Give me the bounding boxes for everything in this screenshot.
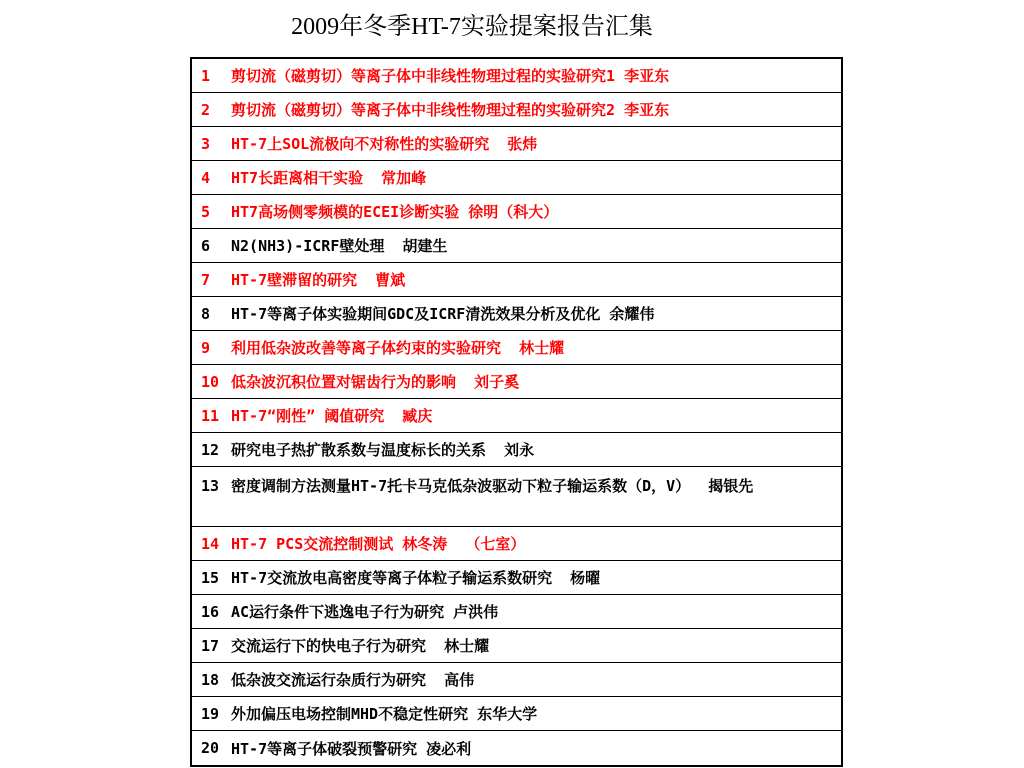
row-number: 19: [201, 704, 220, 723]
row-number: 3: [201, 134, 211, 153]
row-number: 15: [201, 568, 220, 587]
row-number: 18: [201, 670, 220, 689]
row-number: 14: [201, 534, 220, 553]
table-row: [192, 527, 841, 561]
row-text: HT-7 PCS交流控制测试 林冬涛 （七室）: [231, 535, 526, 553]
table-row: [192, 467, 841, 527]
row-number: 7: [201, 270, 211, 289]
row-number: 1: [201, 66, 211, 85]
row-number: 12: [201, 440, 220, 459]
row-number: 2: [201, 100, 211, 119]
row-text: HT-7上SOL流极向不对称性的实验研究 张炜: [231, 135, 538, 153]
table-row: [192, 59, 841, 93]
row-text: HT-7交流放电高密度等离子体粒子输运系数研究 杨曜: [231, 569, 601, 587]
row-number: 5: [201, 202, 211, 221]
row-text: 外加偏压电场控制MHD不稳定性研究 东华大学: [231, 705, 538, 723]
table-row: [192, 127, 841, 161]
row-text: N2(NH3)-ICRF壁处理 胡建生: [231, 237, 448, 255]
row-number: 8: [201, 304, 211, 323]
row-text: HT-7等离子体破裂预警研究 凌必利: [231, 739, 472, 758]
row-text: 剪切流（磁剪切）等离子体中非线性物理过程的实验研究2 李亚东: [231, 101, 670, 119]
row-text: 低杂波沉积位置对锯齿行为的影响 刘子奚: [231, 373, 520, 391]
row-number: 6: [201, 236, 211, 255]
row-text: HT7长距离相干实验 常加峰: [231, 169, 427, 187]
table-row: [192, 331, 841, 365]
row-text: 低杂波交流运行杂质行为研究 高伟: [231, 671, 475, 689]
row-text: 交流运行下的快电子行为研究 林士耀: [231, 637, 490, 655]
table-row: [192, 663, 841, 697]
table-row: [192, 731, 841, 765]
row-text: HT-7壁滞留的研究 曹斌: [231, 271, 406, 289]
page-title: 2009年冬季HT-7实验提案报告汇集: [291, 14, 653, 40]
row-text: 利用低杂波改善等离子体约束的实验研究 林士耀: [231, 339, 565, 357]
table-row: [192, 433, 841, 467]
table-row: [192, 263, 841, 297]
table-row: [192, 195, 841, 229]
row-text: HT-7“刚性” 阈值研究 臧庆: [231, 407, 433, 425]
row-text: 密度调制方法测量HT-7托卡马克低杂波驱动下粒子输运系数（D，V） 揭银先: [231, 477, 754, 495]
row-text: HT7高场侧零频模的ECEI诊断实验 徐明（科大）: [231, 203, 559, 221]
table-row: [192, 93, 841, 127]
row-number: 17: [201, 636, 220, 655]
row-number: 10: [201, 372, 220, 391]
row-number: 9: [201, 338, 211, 357]
table-row: [192, 399, 841, 433]
table-row: [192, 365, 841, 399]
table-row: [192, 297, 841, 331]
table-row: [192, 561, 841, 595]
row-number: 13: [201, 477, 220, 495]
proposal-table: [190, 57, 843, 767]
table-row: [192, 629, 841, 663]
row-text: HT-7等离子体实验期间GDC及ICRF清洗效果分析及优化 余耀伟: [231, 305, 655, 323]
table-row: [192, 161, 841, 195]
table-row: [192, 697, 841, 731]
row-text: 剪切流（磁剪切）等离子体中非线性物理过程的实验研究1 李亚东: [231, 67, 670, 85]
row-number: 16: [201, 602, 220, 621]
row-text: AC运行条件下逃逸电子行为研究 卢洪伟: [231, 603, 499, 621]
table-row: [192, 595, 841, 629]
row-number: 20: [201, 739, 220, 757]
row-number: 4: [201, 168, 211, 187]
row-text: 研究电子热扩散系数与温度标长的关系 刘永: [231, 441, 535, 459]
table-row: [192, 229, 841, 263]
row-number: 11: [201, 406, 220, 425]
